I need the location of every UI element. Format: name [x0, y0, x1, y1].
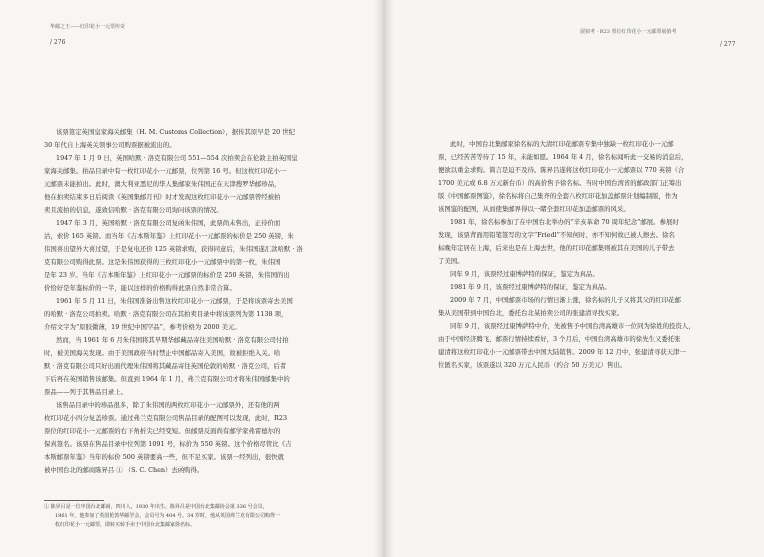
footnote: [44, 503, 338, 530]
text-line: 该票签定英国皇家海关邮集（H. M. Customs Collection），据传其原早是 20 世纪: [56, 128, 296, 136]
text-line: 1981 年 9 月，该票经过康博萨特的保证，鉴定为真品。: [450, 283, 611, 291]
text-line: 票位的红印花小一元邮票的右下角折尖已经变短。但邮票反面尚有邮学家弗雷德尔的: [44, 427, 281, 435]
text-line: 是年 23 岁。当年《吉本斯年鉴》上红印花小一元邮票的标价是 250 英镑，朱伟国的出: [44, 271, 290, 279]
text-line: 同年 9 月，该票经过康博萨特中介，先被售予中国台湾高雄市一位同为徐姓的投资人，: [450, 322, 695, 330]
text-line: 1961 年 5 月 11 日，朱伟国准备出售这枚红印花小一元邮票，于是将该票寄去美国: [56, 297, 293, 305]
right-page: [384, 0, 764, 557]
text-line: 2009 年 7 月，中国邮票市场的行情日渐上涨，徐名标的儿子又将其父的红印花邮: [450, 296, 681, 304]
text-line: 版《中国邮票图鉴》，徐名标将自己集齐的全套八枚红印花加盖邮票计划编制版，作为: [438, 192, 678, 200]
text-line: 卖且流拍的信息，遂致信哈默 · 洛克有限公司询问该票的情况。: [44, 206, 223, 214]
text-line: 被中国台北的邮商陈昇吕 ① （S. C. Chen）去函购得。: [44, 466, 204, 474]
footnote-rule: [44, 500, 104, 501]
right-running-head: 展销考 · R23 票位红印花小一元邮票展销考: [580, 29, 677, 35]
text-line: 位匿名买家，该票遂以 320 万元人民币（约合 50 万美元）售出。: [438, 361, 627, 369]
text-line: 然而，当 1961 年 6 月朱伟国将其早期华邮藏品寄往美国哈默 · 洛克有限公司付拍: [56, 336, 289, 344]
right-page-number: / 277: [720, 41, 736, 48]
text-line: 默 · 洛克有限公司只好出面代理朱伟国将其藏品寄往英国伦敦的哈默 · 洛克公司，后者: [44, 362, 287, 370]
left-running-head: 华邮之王——红印花小一元票传奇: [50, 24, 126, 30]
text-line: 1947 年 1 月 9 日，英国哈默 · 洛克有限公司 551—554 次拍卖会在伦敦主拍英国皇: [56, 154, 298, 162]
text-line: 枚红印花小四分复盖珍票。通过弗兰克有限公司售品目录的配图可以发现，此时，R23: [44, 414, 288, 422]
text-line: 1981 年，徐名标参加了在中国台北举办的“辛亥革命 70 周年纪念”邮展。参展时: [450, 218, 679, 226]
text-line: 由于中国经济腾飞，邮票行情持续看好，3 个月后，中国台湾高雄市的徐先生又委托张: [438, 335, 681, 343]
text-line: 标晚年定居在上海，后来也是在上海去世，他的红印花邮集则被其在美国的儿子带去: [438, 244, 675, 252]
text-line: 该图鉴的配图，从而使集邮界得以一睹全套红印花加盖邮票的风采。: [438, 205, 630, 213]
text-line: 了美国。: [438, 257, 464, 265]
text-line: 克有限公司购得此票。这是朱伟国获得的三枚红印花小一元邮票中的第一枚，朱伟国: [44, 258, 281, 266]
text-line: 1947 年 3 月，英国哈默 · 洛克有限公司复函朱伟国，此票尚未售出，正待价而: [56, 219, 281, 227]
text-line: 建清将这枚红印花小一元邮票带去中国大陆销售。2009 年 12 月中，张建清寻获天津一: [438, 348, 686, 356]
text-line: 他在拍卖结束多日后阅读《英国集邮月刊》时才发现这枚红印花小一元邮票曾经被拍: [44, 193, 281, 201]
text-line: 伟国喜出望外大喜过望，于是复电还价 125 英镑求购，获得同意后，朱伟国遂汇款哈默 · 洛: [44, 245, 303, 253]
footnote-line: ① 陈昇吕是一位中国台北邮商，四川人，1930 年出生。陈昇吕是中国台北集邮协会第 336 号会员，: [44, 504, 268, 510]
footnote-line: 枚红印花小一元邮票，即转买转手卖于中国台北集邮家徐名标。: [55, 522, 196, 528]
text-line: 30 年代自上海英关领事公司购票据被流出的。: [44, 141, 176, 149]
book-gutter: [374, 0, 394, 557]
right-body-text: [438, 138, 726, 372]
text-line: 集从美国带到中国台北，委托台北某拍卖公司的张建清寻找买家。: [438, 309, 624, 317]
text-line: 家海关邮集。拍品目录中有一枚红印花小一元邮票，位列第 16 号。但这枚红印花小一: [44, 167, 287, 175]
text-line: 沽，索价 165 英镑。而当年《吉本斯年鉴》上红印花小一元邮票的标价是 250 英镑，朱: [44, 232, 294, 240]
left-page-number: / 276: [50, 39, 66, 46]
text-line: 发现，该票背面用铅笔签写的文字“Friedl”不知何时、亦不知何故已被人擦去。徐名: [438, 231, 675, 239]
text-line: 元邮票未能拍出。此时，澳大利亚悉尼的华人集邮家朱伟国正在天津搜罗华邮珍品，: [44, 180, 281, 188]
text-line: 同年 9 月，该票经过康博萨特的保证，鉴定为真品。: [450, 270, 599, 278]
text-line: 时，被美国海关发现。由于美国政府当时禁止中国邮品寄入美国，故被拒绝入关。哈: [44, 349, 281, 357]
text-line: 本斯邮票年鉴》当年的标价 500 英镑要高一些，但不足买家。该票一经列出，很快就: [44, 453, 284, 461]
text-line: 票，已经苦苦等待了 15 年，未能如愿。1964 年 4 月，徐名标闻听此一交易的消息后，: [438, 153, 688, 161]
text-line: 介绍文字为“原胶微薄，19 世纪中国罕品”，参考价格为 2000 美元。: [44, 323, 241, 331]
text-line: 保真签名。该票在售品目录中位列第 1091 号，标价为 550 英镑。这个价格尽管比《吉: [44, 440, 292, 448]
text-line: 价恰好是年鉴标价的一半，能以这样的价格购得此票自然非常合算。: [44, 284, 236, 292]
text-line: 该售品目录中的珍品很多，除了朱伟国的两枚红印花小一元邮票外，还有他的两: [56, 401, 280, 409]
text-line: 1700 美元或 6.8 万元新台币）的高价售予徐名标。当时中国台湾省的邮政部门正筹出: [438, 179, 682, 187]
text-line: 此时，中国台北集邮家徐名标的大清红印花邮票专集中独缺一枚红印花小一元邮: [450, 140, 674, 148]
text-line: 下后再在英国销售该邮集。但直到 1964 年 1 月，弗兰克有限公司才将朱伟国邮集中的: [44, 375, 290, 383]
left-body-text: [44, 126, 338, 477]
text-line: 的哈默 · 洛克公司拍卖。哈默 · 洛克有限公司在其拍卖目录中将该票列为第 1138 项，: [44, 310, 288, 318]
text-line: 便欲以重金求购。简言是迫不及待。陈昇吕遂将这枚红印花小一元邮票以 770 英镑（合: [438, 166, 685, 174]
text-line: 票品——列于其售品目录上。: [44, 388, 128, 396]
footnote-line: 1961 年，他参加了英国伦敦华邮学会，会员号为 404 号。34 岁时，他从英国弗兰克有限公司购得一: [55, 513, 280, 519]
